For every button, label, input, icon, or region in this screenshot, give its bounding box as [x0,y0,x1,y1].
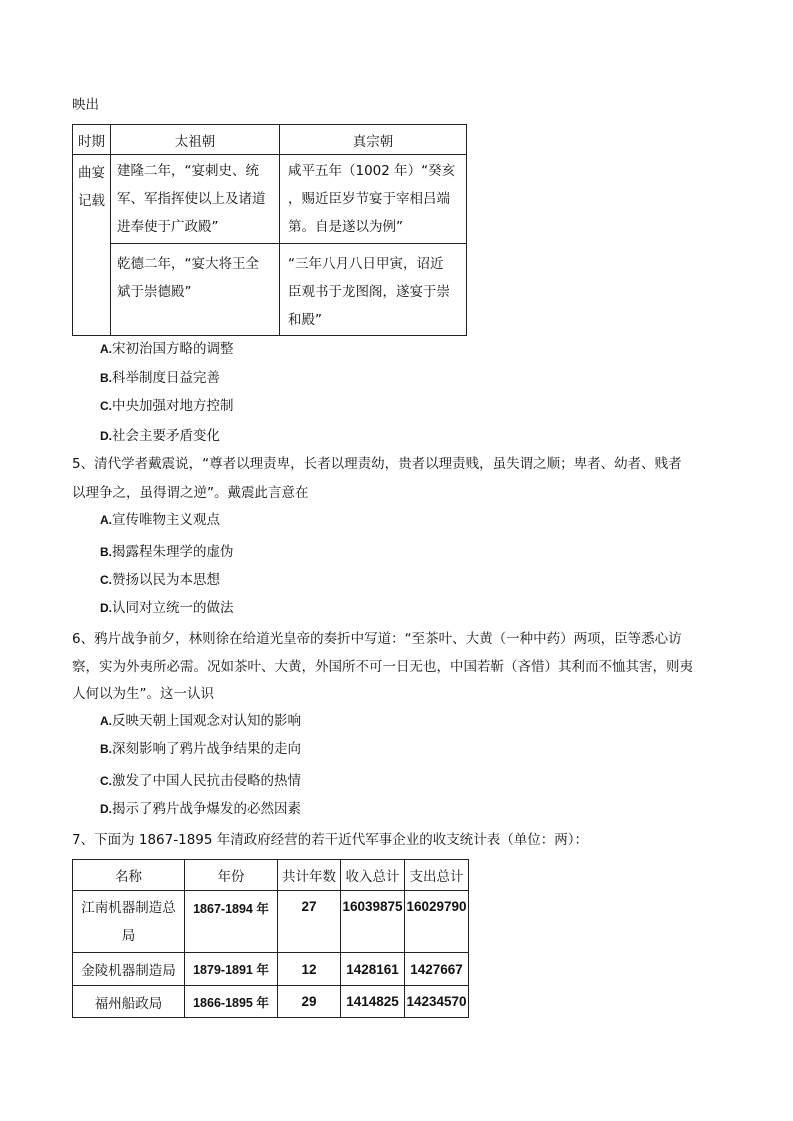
text-line: 臣观书于龙图阁，遂宴于崇 [288,284,450,300]
option-label: B. [100,371,112,385]
option-text: 中央加强对地方控制 [112,398,234,414]
cell-name: 金陵机器制造局 [73,953,185,986]
option-label: C. [100,399,112,413]
years-text: 1879-1891 年 [193,963,269,977]
cell-income: 1428161 [341,953,405,986]
zhenzong-record-1 [280,155,467,244]
cell-expense: 16029790 [405,891,469,953]
option-text: 宋初治国方略的调整 [112,341,234,357]
option-b[interactable] [100,739,301,759]
table-row [73,155,467,244]
zhenzong-record-2 [280,244,467,336]
option-d[interactable] [100,799,301,819]
option-c[interactable] [100,570,220,590]
table-row [73,953,469,986]
cell-count: 12 [278,953,341,986]
intro-text: 映出 [72,97,99,113]
table-row [73,986,469,1018]
text-line: 和殿” [288,312,322,328]
cell-expense: 1427667 [405,953,469,986]
cell-name [73,891,185,953]
option-text: 社会主要矛盾变化 [112,428,220,444]
table-row [73,891,469,953]
header-expense: 支出总计 [405,860,469,891]
option-text: 深刻影响了鸦片战争结果的走向 [112,741,301,757]
text-line: 进奉使于广政殿” [117,219,219,235]
question-text-line: 6、鸦片战争前夕，林则徐在给道光皇帝的奏折中写道：“至茶叶、大黄（一种中药）两项，臣等悉心访 [72,631,682,647]
option-label: C. [100,573,112,587]
cell-count: 29 [278,986,341,1018]
option-label: D. [100,802,112,816]
option-text: 赞扬以民为本思想 [112,572,220,588]
option-text: 揭露程朱理学的虚伪 [112,544,234,560]
cell-years [185,891,278,953]
text-line: 建隆二年，“宴刺史、统 [117,163,259,179]
option-c[interactable] [100,771,301,791]
text-line: 咸平五年（1002 年）“癸亥 [288,163,456,179]
option-label: D. [100,601,112,615]
option-c[interactable] [100,396,234,416]
cell-years [185,986,278,1018]
table-row [73,244,467,336]
question-text-line: 5、清代学者戴震说，“尊者以理责卑，长者以理责幼，贵者以理责贱，虽失谓之顺；卑者、幼者、贱者 [72,456,682,472]
option-label: D. [100,429,112,443]
row-label-line: 曲宴 [78,165,105,181]
header-years: 年份 [185,860,278,891]
option-label: A. [100,342,112,356]
military-enterprise-table [72,859,469,1018]
cell-count: 27 [278,891,341,953]
cell-income: 16039875 [341,891,405,953]
years-text: 1867-1894 年 [193,902,269,916]
option-text: 激发了中国人民抗击侵略的热情 [112,773,301,789]
table-header-row [73,860,469,891]
table-header-row [73,125,467,155]
text-line: 斌于崇德殿” [117,284,192,300]
cell-years [185,953,278,986]
text-line: 第。自是遂以为例” [288,219,403,235]
option-label: A. [100,714,112,728]
header-count: 共计年数 [278,860,341,891]
header-zhenzong: 真宗朝 [280,125,467,155]
option-a[interactable] [100,510,220,530]
option-text: 反映天朝上国观念对认知的影响 [112,713,301,729]
option-b[interactable] [100,542,234,562]
cell-name: 福州船政局 [73,986,185,1018]
text-line: 乾德二年，“宴大将王全 [117,256,259,272]
text-line: “三年八月八日甲寅，诏近 [288,256,444,272]
header-name: 名称 [73,860,185,891]
row-label-line: 记载 [78,193,105,209]
question-text-line: 7、下面为 1867-1895 年清政府经营的若干近代军事企业的收支统计表（单位：两）： [72,832,589,848]
option-text: 认同对立统一的做法 [112,600,234,616]
option-b[interactable] [100,368,220,388]
header-taizu: 太祖朝 [111,125,280,155]
question-text-line: 察，实为外夷所必需。况如茶叶、大黄，外国所不可一日无也，中国若靳（吝惜）其利而不恤其害，则夷 [72,659,693,675]
option-text: 揭示了鸦片战争爆发的必然因素 [112,801,301,817]
cell-income: 1414825 [341,986,405,1018]
cell-expense: 14234570 [405,986,469,1018]
option-label: B. [100,742,112,756]
option-label: A. [100,513,112,527]
taizu-record-2 [111,244,280,336]
text-line: ，赐近臣岁节宴于宰相吕端 [288,191,450,207]
option-text: 宣传唯物主义观点 [112,512,220,528]
header-income: 收入总计 [341,860,405,891]
option-d[interactable] [100,426,220,446]
option-a[interactable] [100,339,234,359]
banquet-records-table [72,124,467,336]
question-text-line: 以理争之，虽得谓之逆”。戴震此言意在 [72,485,309,501]
header-period: 时期 [73,125,111,155]
question-text-line: 人何以为生”。这一认识 [72,686,214,702]
cell-name-line: 江南机器制造总 [81,899,176,916]
option-label: C. [100,774,112,788]
option-text: 科举制度日益完善 [112,370,220,386]
text-line: 军、军指挥使以上及诸道 [117,191,266,207]
option-d[interactable] [100,598,234,618]
taizu-record-1 [111,155,280,244]
years-text: 1866-1895 年 [193,995,269,1010]
option-a[interactable] [100,711,301,731]
option-label: B. [100,545,112,559]
cell-name-line: 局 [121,927,136,944]
row-label-cell [73,155,111,336]
